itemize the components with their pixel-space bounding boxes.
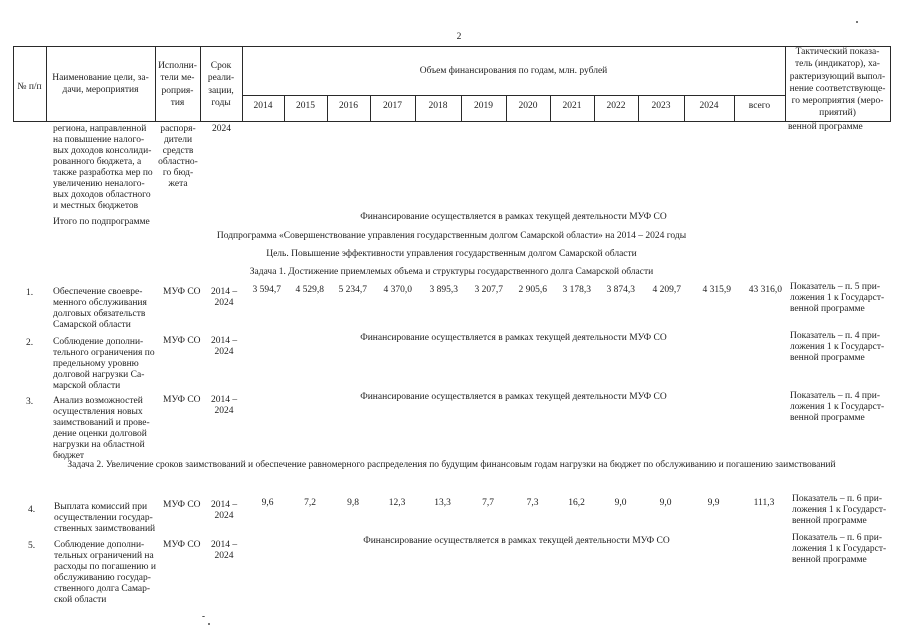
- header-year-total: всего: [748, 101, 771, 111]
- row-executor: МУФ СО: [163, 395, 201, 405]
- subprogram-title: Подпрограмма «Совершенствование управления государственным долгом Самарской области» на 2014 – 2024 годы: [216, 231, 687, 241]
- subtotal-label: Итого по подпрограмме: [53, 217, 150, 227]
- value-cell: 9,9: [707, 498, 720, 508]
- row-term: 2014 – 2024: [210, 500, 238, 521]
- value-cell: 16,2: [568, 498, 585, 508]
- header-year: 2019: [474, 101, 493, 111]
- header-executors: Исполни- тели ме- роприя- тия: [158, 61, 197, 108]
- task-title: Задача 2. Увеличение сроков заимствований и обеспечение равномерного распределения по будущим финансовым годам нагрузки на бюджет по обслуживанию и погашению заимствований: [67, 460, 836, 470]
- value-cell: 4 315,9: [702, 285, 731, 295]
- row-indicator: Показатель – п. 6 при- ложения 1 к Государст- венной программе: [792, 533, 887, 565]
- scan-speck: [208, 623, 210, 625]
- header-num: № п/п: [17, 82, 42, 92]
- header-rule-top: [13, 46, 891, 47]
- row-executor: распоря- дители средств областно- го бюд- жета: [158, 124, 198, 189]
- header-indicator: Тактический показа- тель (индикатор), ха- рактеризующий выпол- нение соответствующе- го мероприятия (меро- приятий): [789, 47, 886, 119]
- row-term: 2024: [212, 124, 231, 134]
- row-indicator: Показатель – п. 4 при- ложения 1 к Государст- венной программе: [790, 331, 885, 363]
- row-name: Выплата комиссий при осуществлении государ- ственных заимствований: [54, 502, 156, 534]
- row-executor: МУФ СО: [163, 540, 201, 550]
- financing-note: Финансирование осуществляется в рамках текущей деятельности МУФ СО: [360, 333, 667, 343]
- row-term: 2014 – 2024: [210, 287, 238, 308]
- header-name: Наименование цели, за- дачи, мероприятия: [52, 73, 149, 96]
- value-cell: 13,3: [434, 498, 451, 508]
- header-rule-years: [242, 95, 785, 96]
- value-cell: 9,6: [261, 498, 274, 508]
- header-year: 2017: [383, 101, 402, 111]
- header-year: 2015: [296, 101, 315, 111]
- row-executor: МУФ СО: [163, 287, 201, 297]
- value-cell: 7,2: [304, 498, 316, 508]
- row-number: 5.: [28, 541, 36, 551]
- financing-note: Финансирование осуществляется в рамках текущей деятельности МУФ СО: [360, 212, 667, 222]
- row-executor: МУФ СО: [163, 500, 201, 510]
- value-cell: 2 905,6: [518, 285, 547, 295]
- header-year: 2020: [518, 101, 538, 111]
- value-cell: 4 209,7: [652, 285, 681, 295]
- header-financing: Объем финансирования по годам, млн. рублей: [419, 66, 608, 76]
- header-year: 2021: [562, 101, 582, 111]
- header-year: 2014: [253, 101, 273, 111]
- header-year: 2016: [339, 101, 358, 111]
- row-name: Анализ возможностей осуществления новых заимствований и прове- дение оценки долговой нагрузки на областной бюджет: [53, 396, 150, 461]
- value-cell: 5 234,7: [338, 285, 367, 295]
- row-term: 2014 – 2024: [210, 336, 238, 357]
- row-indicator: Показатель – п. 6 при- ложения 1 к Государст- венной программе: [792, 494, 887, 526]
- value-cell: 3 895,3: [429, 285, 458, 295]
- value-cell: 3 207,7: [474, 285, 503, 295]
- value-cell-total: 111,3: [753, 498, 775, 508]
- page-number: 2: [456, 32, 462, 42]
- row-name: региона, направленной на повышение налого- вых доходов консолиди- рованного бюджета, а также разработка мер по увеличению неналого- вых доходов областного и местных бюджетов: [53, 124, 153, 211]
- financing-note: Финансирование осуществляется в рамках текущей деятельности МУФ СО: [360, 392, 667, 402]
- value-cell: 3 594,7: [252, 285, 281, 295]
- header-rule-bottom: [13, 121, 891, 122]
- row-number: 1.: [26, 288, 34, 298]
- row-indicator: Показатель – п. 4 при- ложения 1 к Государст- венной программе: [790, 391, 885, 423]
- value-cell: 3 178,3: [562, 285, 591, 295]
- header-term: Срок реали- зации, годы: [207, 61, 235, 108]
- header-year: 2023: [651, 101, 671, 111]
- row-indicator: венной программе: [788, 122, 863, 132]
- scan-speck: [856, 21, 858, 23]
- row-term: 2014 – 2024: [210, 395, 238, 416]
- row-number: 2.: [26, 338, 34, 348]
- value-cell: 3 874,3: [606, 285, 635, 295]
- header-year: 2024: [699, 101, 719, 111]
- financing-note: Финансирование осуществляется в рамках текущей деятельности МУФ СО: [363, 536, 670, 546]
- header-rule-vertical: [890, 46, 891, 122]
- header-year: 2018: [428, 101, 448, 111]
- task-title: Задача 1. Достижение приемлемых объема и структуры государственного долга Самарской области: [249, 267, 654, 277]
- row-executor: МУФ СО: [163, 336, 201, 346]
- header-year: 2022: [606, 101, 626, 111]
- value-cell: 9,0: [659, 498, 672, 508]
- row-indicator: Показатель – п. 5 при- ложения 1 к Государст- венной программе: [790, 282, 885, 314]
- subprogram-goal: Цель. Повышение эффективности управления государственным долгом Самарской области: [266, 249, 637, 259]
- value-cell: 12,3: [388, 498, 406, 508]
- scan-speck: [202, 616, 205, 617]
- value-cell: 4 370,0: [383, 285, 412, 295]
- row-name: Соблюдение дополни- тельных ограничений на расходы по погашению и обслуживанию государ- ственного долга Самар- ской области: [54, 540, 156, 605]
- value-cell: 7,7: [482, 498, 494, 508]
- value-cell: 4 529,8: [295, 285, 324, 295]
- row-number: 3.: [26, 397, 34, 407]
- value-cell: 9,8: [347, 498, 359, 508]
- row-term: 2014 – 2024: [210, 540, 238, 561]
- row-number: 4.: [28, 505, 36, 515]
- value-cell-total: 43 316,0: [748, 285, 782, 295]
- row-name: Обеспечение своевре- менного обслуживания долговых обязательств Самарской области: [53, 287, 147, 330]
- row-name: Соблюдение дополни- тельного ограничения по предельному уровню долговой нагрузки Са- марской области: [53, 337, 155, 391]
- value-cell: 7,3: [526, 498, 539, 508]
- value-cell: 9,0: [614, 498, 627, 508]
